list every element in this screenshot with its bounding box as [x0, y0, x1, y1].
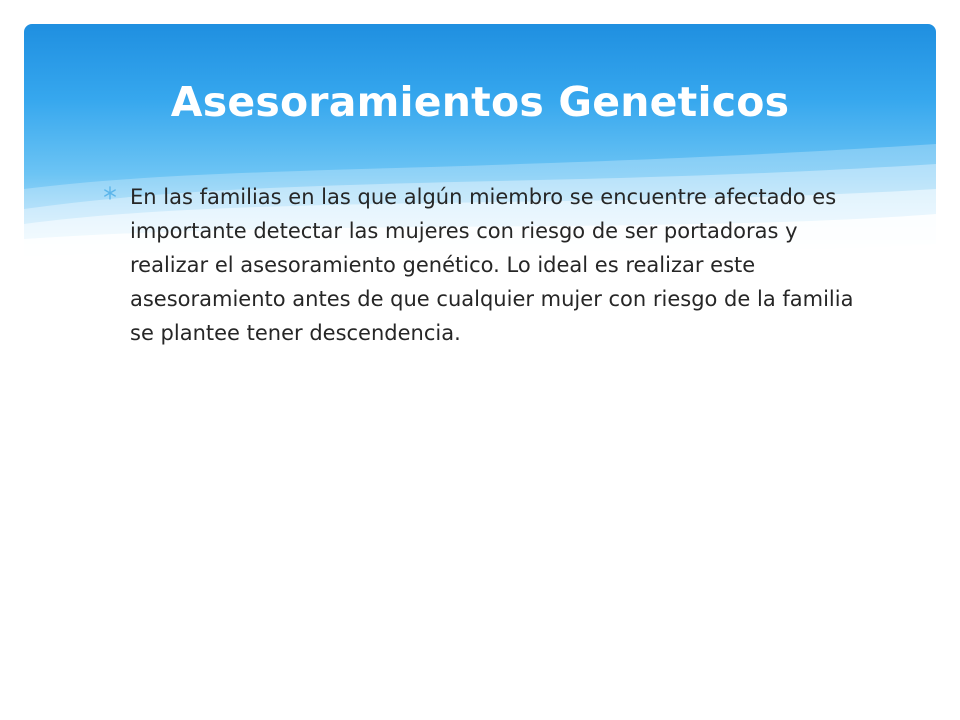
bullet-item [103, 180, 863, 350]
bullet-text: En las familias en las que algún miembro se encuentre afectado es importante detectar las mujeres con riesgo de ser portadoras y realizar el asesoramiento genético. Lo ideal es realizar este asesoramiento antes de que cualquier mujer con riesgo de la familia se plantee tener descendencia. [130, 185, 854, 345]
slide-title: Asesoramientos Geneticos [170, 78, 790, 126]
slide-content [103, 180, 863, 350]
asterisk-bullet-icon [103, 186, 117, 200]
